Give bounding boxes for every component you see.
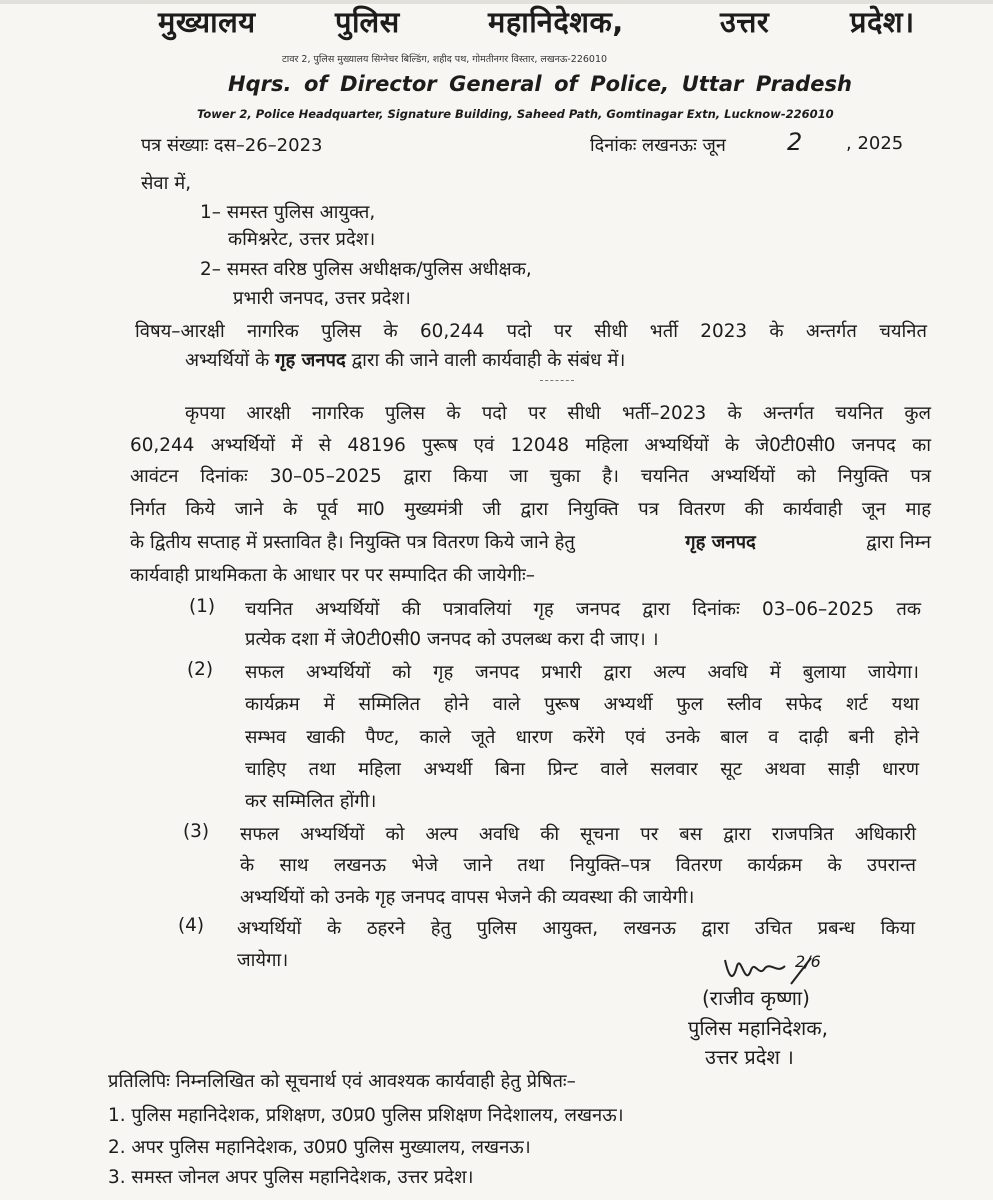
subject-text: द्वारा की जाने वाली कार्यवाही के संबंध में।: [351, 350, 626, 371]
recipient-2-line-2: प्रभारी जनपद, उत्तर प्रदेश।: [233, 288, 411, 309]
subject-bold-text: गृह जनपद: [275, 350, 346, 371]
recipient-1-line-1: 1– समस्त पुलिस आयुक्त,: [200, 202, 376, 223]
point-number: (3): [183, 821, 210, 842]
letter-number: पत्र संख्याः दस–26–2023: [141, 135, 323, 156]
body-text: के द्वितीय सप्ताह में प्रस्तावित है। नियुक्ति पत्र वितरण किये जाने हेतु: [130, 532, 575, 553]
body-line: 60,244 अभ्यर्थियों में से 48196 पुरूष एवं 12048 महिला अभ्यर्थियों के जे0टी0सी0 जनपद का: [130, 435, 931, 456]
copy-item: 2. अपर पुलिस महानिदेशक, उ0प्र0 पुलिस मुख्यालय, लखनऊ।: [108, 1137, 531, 1158]
header-english-word: General: [449, 72, 542, 96]
point-3-line: सफल अभ्यर्थियों को अल्प अवधि की सूचना पर बस द्वारा राजपत्रित अधिकारी: [240, 824, 916, 845]
subject-line-1: विषय–आरक्षी नागरिक पुलिस के 60,244 पदो पर सीधी भर्ती 2023 के अन्तर्गत चयनित: [135, 321, 927, 342]
header-english-word: Director: [340, 72, 437, 96]
point-4-line: जायेगा।: [237, 950, 289, 971]
signatory-state: उत्तर प्रदेश ।: [705, 1045, 794, 1069]
header-english-word: Pradesh: [755, 72, 852, 96]
point-number: (1): [189, 596, 216, 617]
header-english-word: Police,: [590, 72, 670, 96]
date-day-handwritten: 2: [787, 128, 803, 156]
signature-date: 2/6: [795, 952, 821, 971]
header-hindi-word: प्रदेश।: [850, 5, 915, 39]
to-label: सेवा में,: [141, 173, 192, 194]
header-english: [228, 72, 852, 96]
header-english-word: Uttar: [681, 72, 744, 96]
recipient-1-line-2: कमिश्नरेट, उत्तर प्रदेश।: [228, 229, 376, 250]
date-label: दिनांकः लखनऊः जून: [590, 135, 726, 156]
recipient-2-line-1: 2– समस्त वरिष्ठ पुलिस अधीक्षक/पुलिस अधीक्षक,: [200, 259, 532, 280]
header-english-word: of: [554, 72, 578, 96]
body-line: आवंटन दिनांकः 30–05–2025 द्वारा किया जा चुका है। चयनित अभ्यर्थियों को नियुक्ति पत्र: [130, 466, 931, 487]
copy-item: 1. पुलिस महानिदेशक, प्रशिक्षण, उ0प्र0 पुलिस प्रशिक्षण निदेशालय, लखनऊ।: [108, 1105, 624, 1126]
header-english-word: of: [304, 72, 328, 96]
body-line: [130, 529, 931, 554]
point-number: (2): [187, 659, 214, 680]
body-text: द्वारा निम्न: [866, 532, 931, 553]
subject-text: अभ्यर्थियों के: [185, 350, 270, 371]
copy-intro: प्रतिलिपिः निम्नलिखित को सूचनार्थ एवं आवश्यक कार्यवाही हेतु प्रेषितः–: [108, 1071, 576, 1092]
header-address-hindi: टावर 2, पुलिस मुख्यालय सिग्नेचर बिल्डिंग, शहीद पथ, गोमतीनगर विस्तार, लखनऊ-226010: [282, 54, 608, 65]
point-2-line: चाहिए तथा महिला अभ्यर्थी बिना प्रिन्ट वाले सलवार सूट अथवा साड़ी धारण: [245, 759, 919, 780]
signatory-name: (राजीव कृष्णा): [702, 986, 810, 1010]
body-bold-text: गृह जनपद: [685, 532, 756, 553]
point-3-line: अभ्यर्थियों को उनके गृह जनपद वापस भेजने की व्यवस्था की जायेगी।: [240, 887, 695, 908]
body-line: कार्यवाही प्राथमिकता के आधार पर पर सम्पादित की जायेगीः–: [130, 565, 535, 586]
body-line: निर्गत किये जाने के पूर्व मा0 मुख्यमंत्री जी द्वारा नियुक्ति पत्र वितरण की कार्यवाही जून माह: [130, 499, 932, 520]
point-2-line: कर सम्मिलित होंगी।: [245, 791, 377, 812]
header-hindi-word: पुलिस: [335, 5, 400, 39]
header-hindi-word: मुख्यालय: [158, 5, 256, 39]
subject-divider: [540, 380, 574, 381]
date-year: , 2025: [846, 133, 904, 154]
header-hindi-word: उत्तर: [720, 5, 770, 39]
point-2-line: कार्यक्रम में सम्मिलित होने वाले पुरूष अभ्यर्थी फुल स्लीव सफेद शर्ट यथा: [245, 694, 919, 715]
subject-line-2: [185, 347, 625, 372]
point-2-line: सफल अभ्यर्थियों को गृह जनपद प्रभारी द्वारा अल्प अवधि में बुलाया जायेगा।: [245, 662, 919, 683]
header-english-word: Hqrs.: [228, 72, 292, 96]
point-number: (4): [178, 915, 205, 936]
signatory-designation: पुलिस महानिदेशक,: [688, 1016, 828, 1040]
point-2-line: सम्भव खाकी पैण्ट, काले जूते धारण करेंगे एवं उनके बाल व दाढ़ी बनी होने: [245, 727, 919, 748]
copy-item: 3. समस्त जोनल अपर पुलिस महानिदेशक, उत्तर प्रदेश।: [108, 1167, 474, 1188]
point-1-line: प्रत्येक दशा में जे0टी0सी0 जनपद को उपलब्ध करा दी जाए। ।: [245, 629, 659, 650]
point-4-line: अभ्यर्थियों के ठहरने हेतु पुलिस आयुक्त, लखनऊ द्वारा उचित प्रबन्ध किया: [237, 918, 915, 939]
header-address-english: Tower 2, Police Headquarter, Signature Building, Saheed Path, Gomtinagar Extn, Lucknow-226010: [197, 107, 834, 121]
point-3-line: के साथ लखनऊ भेजे जाने तथा नियुक्ति–पत्र वितरण कार्यक्रम के उपरान्त: [240, 855, 916, 876]
point-1-line: चयनित अभ्यर्थियों की पत्रावलियां गृह जनपद द्वारा दिनांकः 03–06–2025 तक: [245, 599, 921, 620]
header-hindi-word: महानिदेशक,: [488, 5, 624, 39]
body-line: कृपया आरक्षी नागरिक पुलिस के पदो पर सीधी भर्ती–2023 के अन्तर्गत चयनित कुल: [185, 403, 931, 424]
